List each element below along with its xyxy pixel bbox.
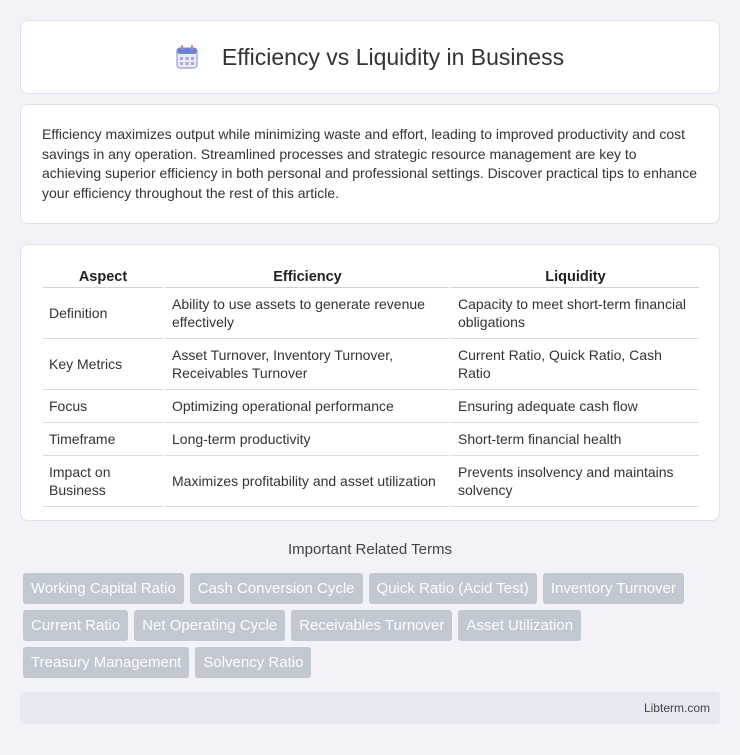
intro-text: Efficiency maximizes output while minimizing waste and effort, leading to improved productivity and cost savings in any operation. Streamlined processes and strategic resource management are key to achieving superior efficiency in both personal and professional settings. Discover practical tips to enhance your efficiency throughout the rest of this article. bbox=[42, 126, 697, 201]
cell-efficiency: Maximizes profitability and asset utilization bbox=[163, 456, 449, 507]
cell-aspect: Definition bbox=[43, 288, 163, 339]
cell-liquidity: Current Ratio, Quick Ratio, Cash Ratio bbox=[449, 339, 699, 390]
table-row bbox=[43, 390, 699, 423]
tag-cash-conversion-cycle[interactable]: Cash Conversion Cycle bbox=[190, 573, 363, 604]
cell-efficiency: Ability to use assets to generate revenue effectively bbox=[163, 288, 449, 339]
cell-aspect: Timeframe bbox=[43, 423, 163, 456]
cell-liquidity: Capacity to meet short-term financial obligations bbox=[449, 288, 699, 339]
comparison-table-card bbox=[20, 244, 720, 521]
tag-solvency-ratio[interactable]: Solvency Ratio bbox=[195, 647, 311, 678]
comparison-table bbox=[43, 265, 699, 507]
cell-efficiency: Optimizing operational performance bbox=[163, 390, 449, 423]
header-aspect: Aspect bbox=[43, 265, 163, 288]
related-terms-heading: Important Related Terms bbox=[288, 541, 452, 558]
cell-aspect: Key Metrics bbox=[43, 339, 163, 390]
header-efficiency: Efficiency bbox=[163, 265, 449, 288]
cell-efficiency: Long-term productivity bbox=[163, 423, 449, 456]
page-title: Efficiency vs Liquidity in Business bbox=[221, 43, 565, 70]
tag-quick-ratio[interactable]: Quick Ratio (Acid Test) bbox=[369, 573, 537, 604]
tag-working-capital-ratio[interactable]: Working Capital Ratio bbox=[23, 573, 184, 604]
table-row bbox=[43, 339, 699, 390]
cell-liquidity: Prevents insolvency and maintains solvency bbox=[449, 456, 699, 507]
calendar-icon bbox=[176, 44, 198, 70]
footer bbox=[20, 692, 720, 724]
tag-receivables-turnover[interactable]: Receivables Turnover bbox=[291, 610, 452, 641]
table-header-row bbox=[43, 265, 699, 288]
table-row bbox=[43, 288, 699, 339]
cell-aspect: Impact on Business bbox=[43, 456, 163, 507]
tag-treasury-management[interactable]: Treasury Management bbox=[23, 647, 189, 678]
intro-card bbox=[20, 104, 720, 224]
footer-site-link[interactable]: Libterm.com bbox=[643, 701, 710, 715]
header-liquidity: Liquidity bbox=[449, 265, 699, 288]
title-card bbox=[20, 20, 720, 94]
tag-asset-utilization[interactable]: Asset Utilization bbox=[458, 610, 581, 641]
related-terms-tags bbox=[23, 573, 723, 684]
tag-net-operating-cycle[interactable]: Net Operating Cycle bbox=[134, 610, 285, 641]
table-row bbox=[43, 423, 699, 456]
table-row bbox=[43, 456, 699, 507]
tag-current-ratio[interactable]: Current Ratio bbox=[23, 610, 128, 641]
cell-efficiency: Asset Turnover, Inventory Turnover, Receivables Turnover bbox=[163, 339, 449, 390]
cell-liquidity: Ensuring adequate cash flow bbox=[449, 390, 699, 423]
cell-liquidity: Short-term financial health bbox=[449, 423, 699, 456]
cell-aspect: Focus bbox=[43, 390, 163, 423]
tag-inventory-turnover[interactable]: Inventory Turnover bbox=[543, 573, 684, 604]
